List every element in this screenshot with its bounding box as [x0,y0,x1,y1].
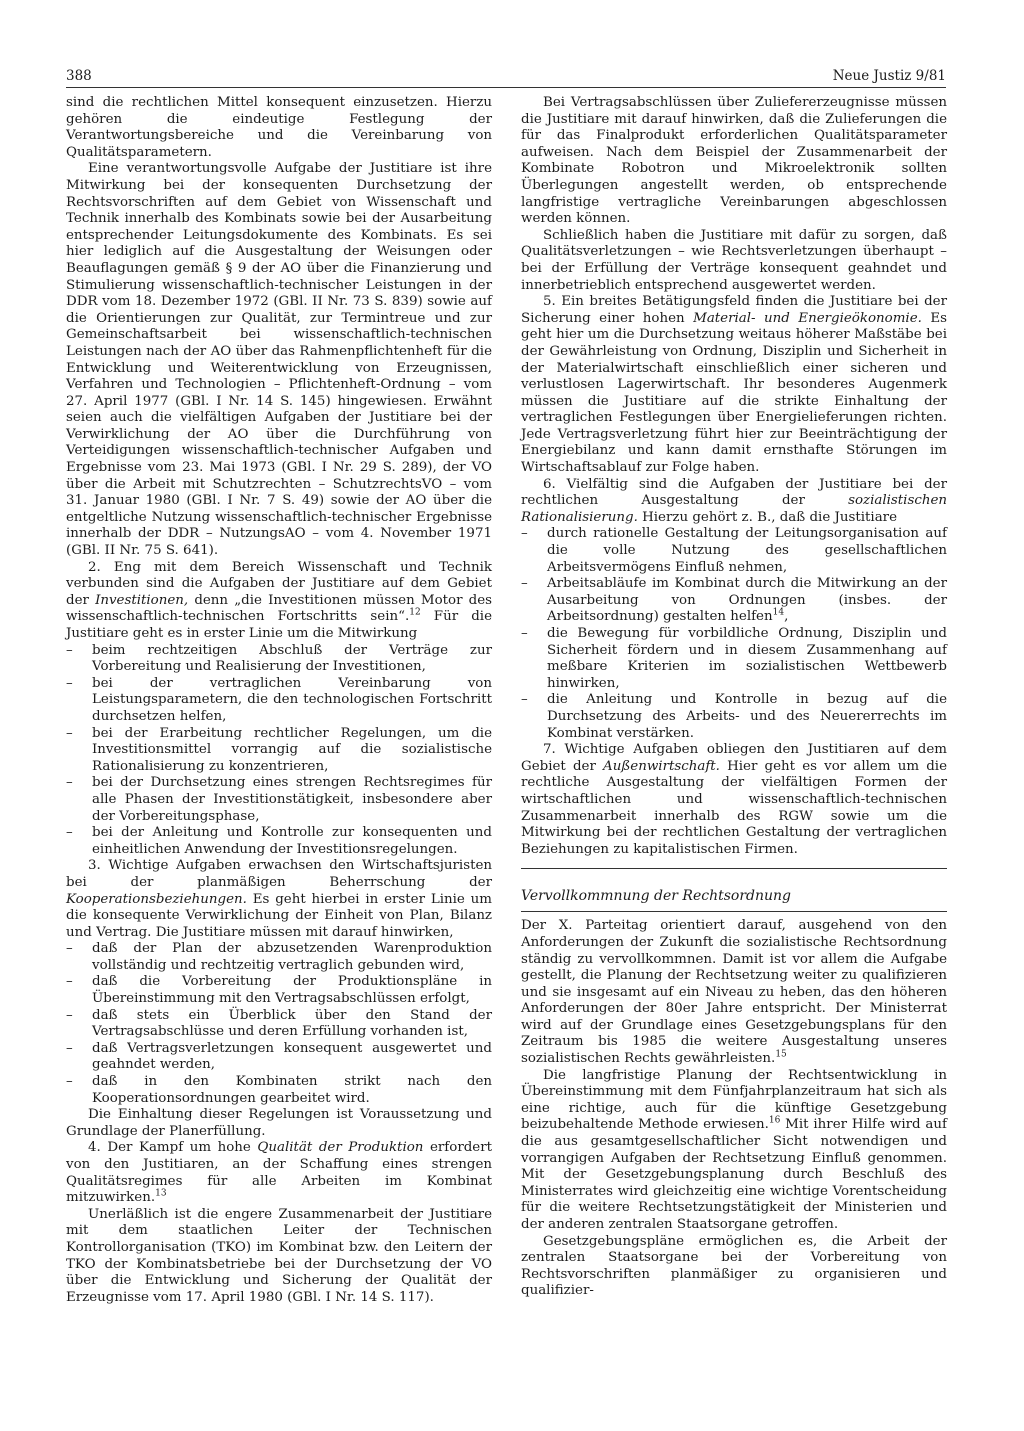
text-run: denn „die Investitionen müssen Motor des wissenschaftlich-technischen Fortschritts sein“. [66,592,493,625]
left-paragraph-1: sind die rechtlichen Mittel konsequent einzusetzen. Hierzu gehören die eindeutige Festlegung der Verantwortungsbereiche und die Vereinbarung von Qualitätsparametern. [66,95,492,160]
right-paragraph-6 [521,918,947,1067]
list-item: – daß der Plan der abzusetzenden Warenproduktion vollständig und rechtzeitig vertraglich gebunden wird, [66,941,492,974]
text-run: Arbeitsabläufe im Kombinat durch die Mitwirkung an der Ausarbeitung von Ordnungen (insbes. der Arbeitsordnung) gestalten helfen [547,576,947,625]
footnote-ref-16: 16 [768,1115,781,1126]
header-rule [66,87,946,88]
text-run: Es geht hierbei in erster Linie um die konsequente Verwirklichung der Einheit von Plan, Bilanz und Vertrag. Die Justitiare müssen mit darauf hinwirken, [66,891,492,940]
text-run: Für die Justitiare geht es in erster Linie um die Mitwirkung [66,609,493,641]
text-run: 7. Wichtige Aufgaben obliegen den Justitiaren auf dem Gebiet der [521,742,947,774]
left-paragraph-4 [66,858,492,941]
list-item: – bei der vertraglichen Vereinbarung von Leistungsparametern, die den technologischen Fortschritt durchsetzen helfen, [66,676,492,726]
footnote-ref-12: 12 [409,607,421,618]
section-top-rule [521,868,947,869]
right-paragraph-7 [521,1068,947,1234]
emphasis-aussenwirtschaft: Außenwirtschaft. [603,758,720,774]
text-run: 4. Der Kampf um hohe [88,1140,258,1156]
left-paragraph-7: Unerläßlich ist die engere Zusammenarbeit der Justitiare mit dem staatlichen Leiter der Technischen Kontrollorganisation (TKO) im Kombinat bzw. den Leitern der TKO der Kombinatsbetriebe bei der Durchsetzung der VO über die Entwicklung und Sicherung der Qualität der Erzeugnisse vom 17. April 1980 (GBl. I Nr. 14 S. 117). [66,1206,492,1305]
footnote-ref-13: 13 [155,1188,167,1199]
right-column [521,95,947,1300]
text-run: Es geht hier um die Durchsetzung weitaus höherer Maßstäbe bei der Gewährleistung von Ordnung, Disziplin und Sicherheit in der Materialwirtschaft einschließlich einer sicheren und verlustlosen Lagerwirtschaft. Ihr besonderes Augenmerk müssen die Justitiare auf die strikte Einhaltung der vertraglichen Festlegungen über Energielieferungen richten. Jede Vertragsverletzung führt hier zur Beeinträchtigung der Energiebilanz und kann damit ernsthafte Störungen im Wirtschaftsablauf zur Folge haben. [521,310,948,476]
page-number: 388 [66,68,92,84]
text-run: Hierzu gehört z. B., daß die Justitiare [637,509,898,525]
page-header [66,68,946,84]
list-item: – daß stets ein Überblick über den Stand der Vertragsabschlüsse und deren Erfüllung vorhanden ist, [66,1008,492,1041]
section-heading: Vervollkommnung der Rechtsordnung [521,887,947,912]
text-run: , [784,609,789,625]
right-paragraph-8: Gesetzgebungspläne ermöglichen es, die Arbeit der zentralen Staatsorgane bei der Vorbereitung von Rechtsvorschriften planmäßiger zu organisieren und qualifizier- [521,1233,947,1299]
cooperation-list [66,941,492,1107]
emphasis-rationalisierung: sozialistischen Rationalisierung. [521,493,947,525]
right-paragraph-1: Bei Vertragsabschlüssen über Zuliefererzeugnisse müssen die Justitiare mit darauf hinwirken, daß die Zulieferungen die für das Finalprodukt erforderlichen Qualitätsparameter aufweisen. Nach dem Beispiel der Zusammenarbeit der Kombinate Robotron und Mikroelektronik sollten Überlegungen angestellt werden, ob entsprechende langfristige vertragliche Vereinbarungen abgeschlossen werden können. [521,95,947,227]
text-run: 3. Wichtige Aufgaben erwachsen den Wirtschaftsjuristen bei der planmäßigen Beherrschung der [66,858,492,890]
text-run: erfordert von den Justitiaren, an der Schaffung eines strengen Qualitätsregimes für alle Arbeiten im Kombinat mitzuwirken. [66,1140,492,1206]
list-item: – durch rationelle Gestaltung der Leitungsorganisation auf die volle Nutzung des gesellschaftlichen Arbeitsvermögens Einfluß nehmen, [521,526,947,576]
list-item [521,576,947,626]
left-paragraph-6 [66,1140,492,1206]
list-item: – bei der Anleitung und Kontrolle zur konsequenten und einheitlichen Anwendung der Investitionsregelungen. [66,825,492,858]
left-column [66,95,492,1306]
left-paragraph-3 [66,560,492,643]
journal-issue: Neue Justiz 9/81 [832,68,946,84]
emphasis-material: Material- und Energieökonomie. [693,310,922,326]
text-run: Die langfristige Planung der Rechtsentwicklung in Übereinstimmung mit dem Fünfjahrplanzeitraum hat sich als eine richtige, auch für die künftige Gesetzgebung beizubehaltende Methode erwiesen. [521,1067,947,1133]
list-item: – beim rechtzeitigen Abschluß der Verträge zur Vorbereitung und Realisierung der Investitionen, [66,643,492,676]
text-run: 6. Vielfältig sind die Aufgaben der Justitiare bei der rechtlichen Ausgestaltung der [521,476,947,509]
list-item: – bei der Erarbeitung rechtlicher Regelungen, um die Investitionsmittel vorrangig auf die sozialistische Rationalisierung zu konzentrieren, [66,726,492,776]
text-run: 5. Ein breites Betätigungsfeld finden die Justitiare bei der Sicherung einer hohen [521,294,947,326]
right-paragraph-5 [521,742,947,858]
list-item: – die Bewegung für vorbildliche Ordnung, Disziplin und Sicherheit fördern und in diesem Zusammenhang auf meßbare Kriterien im sozialistischen Wettbewerb hinwirken, [521,626,947,692]
investment-list [66,643,492,859]
text-run: Mit ihrer Hilfe wird auf die aus gesamtgesellschaftlicher Sicht notwendigen und vorrangigen Aufgaben der Rechtsetzung Einfluß genommen. Mit der Gesetzgebungsplanung durch Beschluß des Ministerrates wird gleichzeitig eine wichtige Vorentscheidung für die weitere Rechtsetzungstätigkeit der Ministerien und der anderen zentralen Staatsorgane getroffen. [521,1117,947,1232]
list-item: – daß in den Kombinaten strikt nach den Kooperationsordnungen gearbeitet wird. [66,1074,492,1107]
footnote-ref-14: 14 [772,607,785,618]
list-item: – daß Vertragsverletzungen konsequent ausgewertet und geahndet werden, [66,1041,492,1074]
text-run: Der X. Parteitag orientiert darauf, ausgehend von den Anforderungen der Zukunft die sozialistische Rechtsordnung ständig zu vervollkommnen. Damit ist vor allem die Aufgabe gestellt, die Planung der Rechtsetzung weiter zu qualifizieren und sie insgesamt auf ein Niveau zu heben, das den höheren Anforderungen der 80er Jahre entspricht. Der Ministerrat wird auf der Grundlage eines Gesetzgebungsplans für den Zeitraum bis 1985 die weitere Ausgestaltung unseres sozialistischen Rechts gewährleisten. [521,918,947,1067]
right-paragraph-2: Schließlich haben die Justitiare mit dafür zu sorgen, daß Qualitätsverletzungen – wie Rechtsverletzungen überhaupt – bei der Erfüllung der Verträge konsequent geahndet und innerbetrieblich entsprechend ausgewertet werden. [521,227,947,293]
emphasis-kooperationsbeziehungen: Kooperationsbeziehungen. [66,891,247,907]
left-paragraph-2: Eine verantwortungsvolle Aufgabe der Justitiare ist ihre Mitwirkung bei der konsequenten Durchsetzung der Rechtsvorschriften auf dem Gebiet von Wissenschaft und Technik innerhalb des Kombinats sowie bei der Ausarbeitung entsprechender Leitungsdokumente des Kombinats. Es sei hier lediglich auf die Ausgestaltung der Weisungen oder Beauflagungen gemäß § 9 der AO über die Finanzierung und Stimulierung wissenschaftlich-technischer Leistungen in der DDR vom 18. Dezember 1972 (GBl. II Nr. 73 S. 839) sowie auf die Orientierungen zur Qualität, zur Termintreue und zur Gemeinschaftsarbeit bei wissenschaftlich-technischen Leistungen nach der AO über das Rahmenpflichtenheft für die Entwicklung und Weiterentwicklung von Erzeugnissen, Verfahren und Technologien – Pflichtenheft-Ordnung – vom 27. April 1977 (GBl. I Nr. 14 S. 145) hingewiesen. Erwähnt seien auch die vielfältigen Aufgaben der Justitiare bei der Verwirklichung der AO über die Durchführung von Verteidigungen wissenschaftlich-technischer Aufgaben und Ergebnisse vom 23. Mai 1973 (GBl. I Nr. 29 S. 289), der VO über die Arbeit mit Schutzrechten – SchutzrechtsVO – vom 31. Januar 1980 (GBl. I Nr. 7 S. 49) sowie der AO über die entgeltliche Nutzung wissenschaftlich-technischer Ergebnisse innerhalb der DDR – NutzungsAO – vom 4. November 1971 (GBl. II Nr. 75 S. 641). [66,161,492,559]
text-run: 2. Eng mit dem Bereich Wissenschaft und Technik verbunden sind die Aufgaben der Justitiare auf dem Gebiet der [66,559,492,608]
right-paragraph-4 [521,477,947,527]
left-paragraph-5: Die Einhaltung dieser Regelungen ist Voraussetzung und Grundlage der Planerfüllung. [66,1107,492,1139]
right-paragraph-3 [521,294,947,477]
rationalization-list [521,526,947,742]
list-item: – die Anleitung und Kontrolle in bezug auf die Durchsetzung des Arbeits- und des Neuererrechts im Kombinat verstärken. [521,692,947,742]
footnote-ref-15: 15 [775,1049,787,1060]
emphasis-investitionen: Investitionen, [95,592,189,608]
emphasis-qualitaet: Qualität der Produktion [257,1140,424,1156]
list-item: – daß die Vorbereitung der Produktionspläne in Übereinstimmung mit den Vertragsabschlüssen erfolgt, [66,974,492,1007]
list-item: – bei der Durchsetzung eines strengen Rechtsregimes für alle Phasen der Investitionstätigkeit, insbesondere aber der Vorbereitungsphase, [66,775,492,825]
text-run: Hier geht es vor allem um die rechtliche Ausgestaltung der vielfältigen Formen der wirtschaftlichen und wissenschaftlich-technischen Zusammenarbeit innerhalb des RGW sowie um die Mitwirkung bei der rechtlichen Gestaltung der vertraglichen Beziehungen zu kapitalistischen Firmen. [521,758,947,857]
